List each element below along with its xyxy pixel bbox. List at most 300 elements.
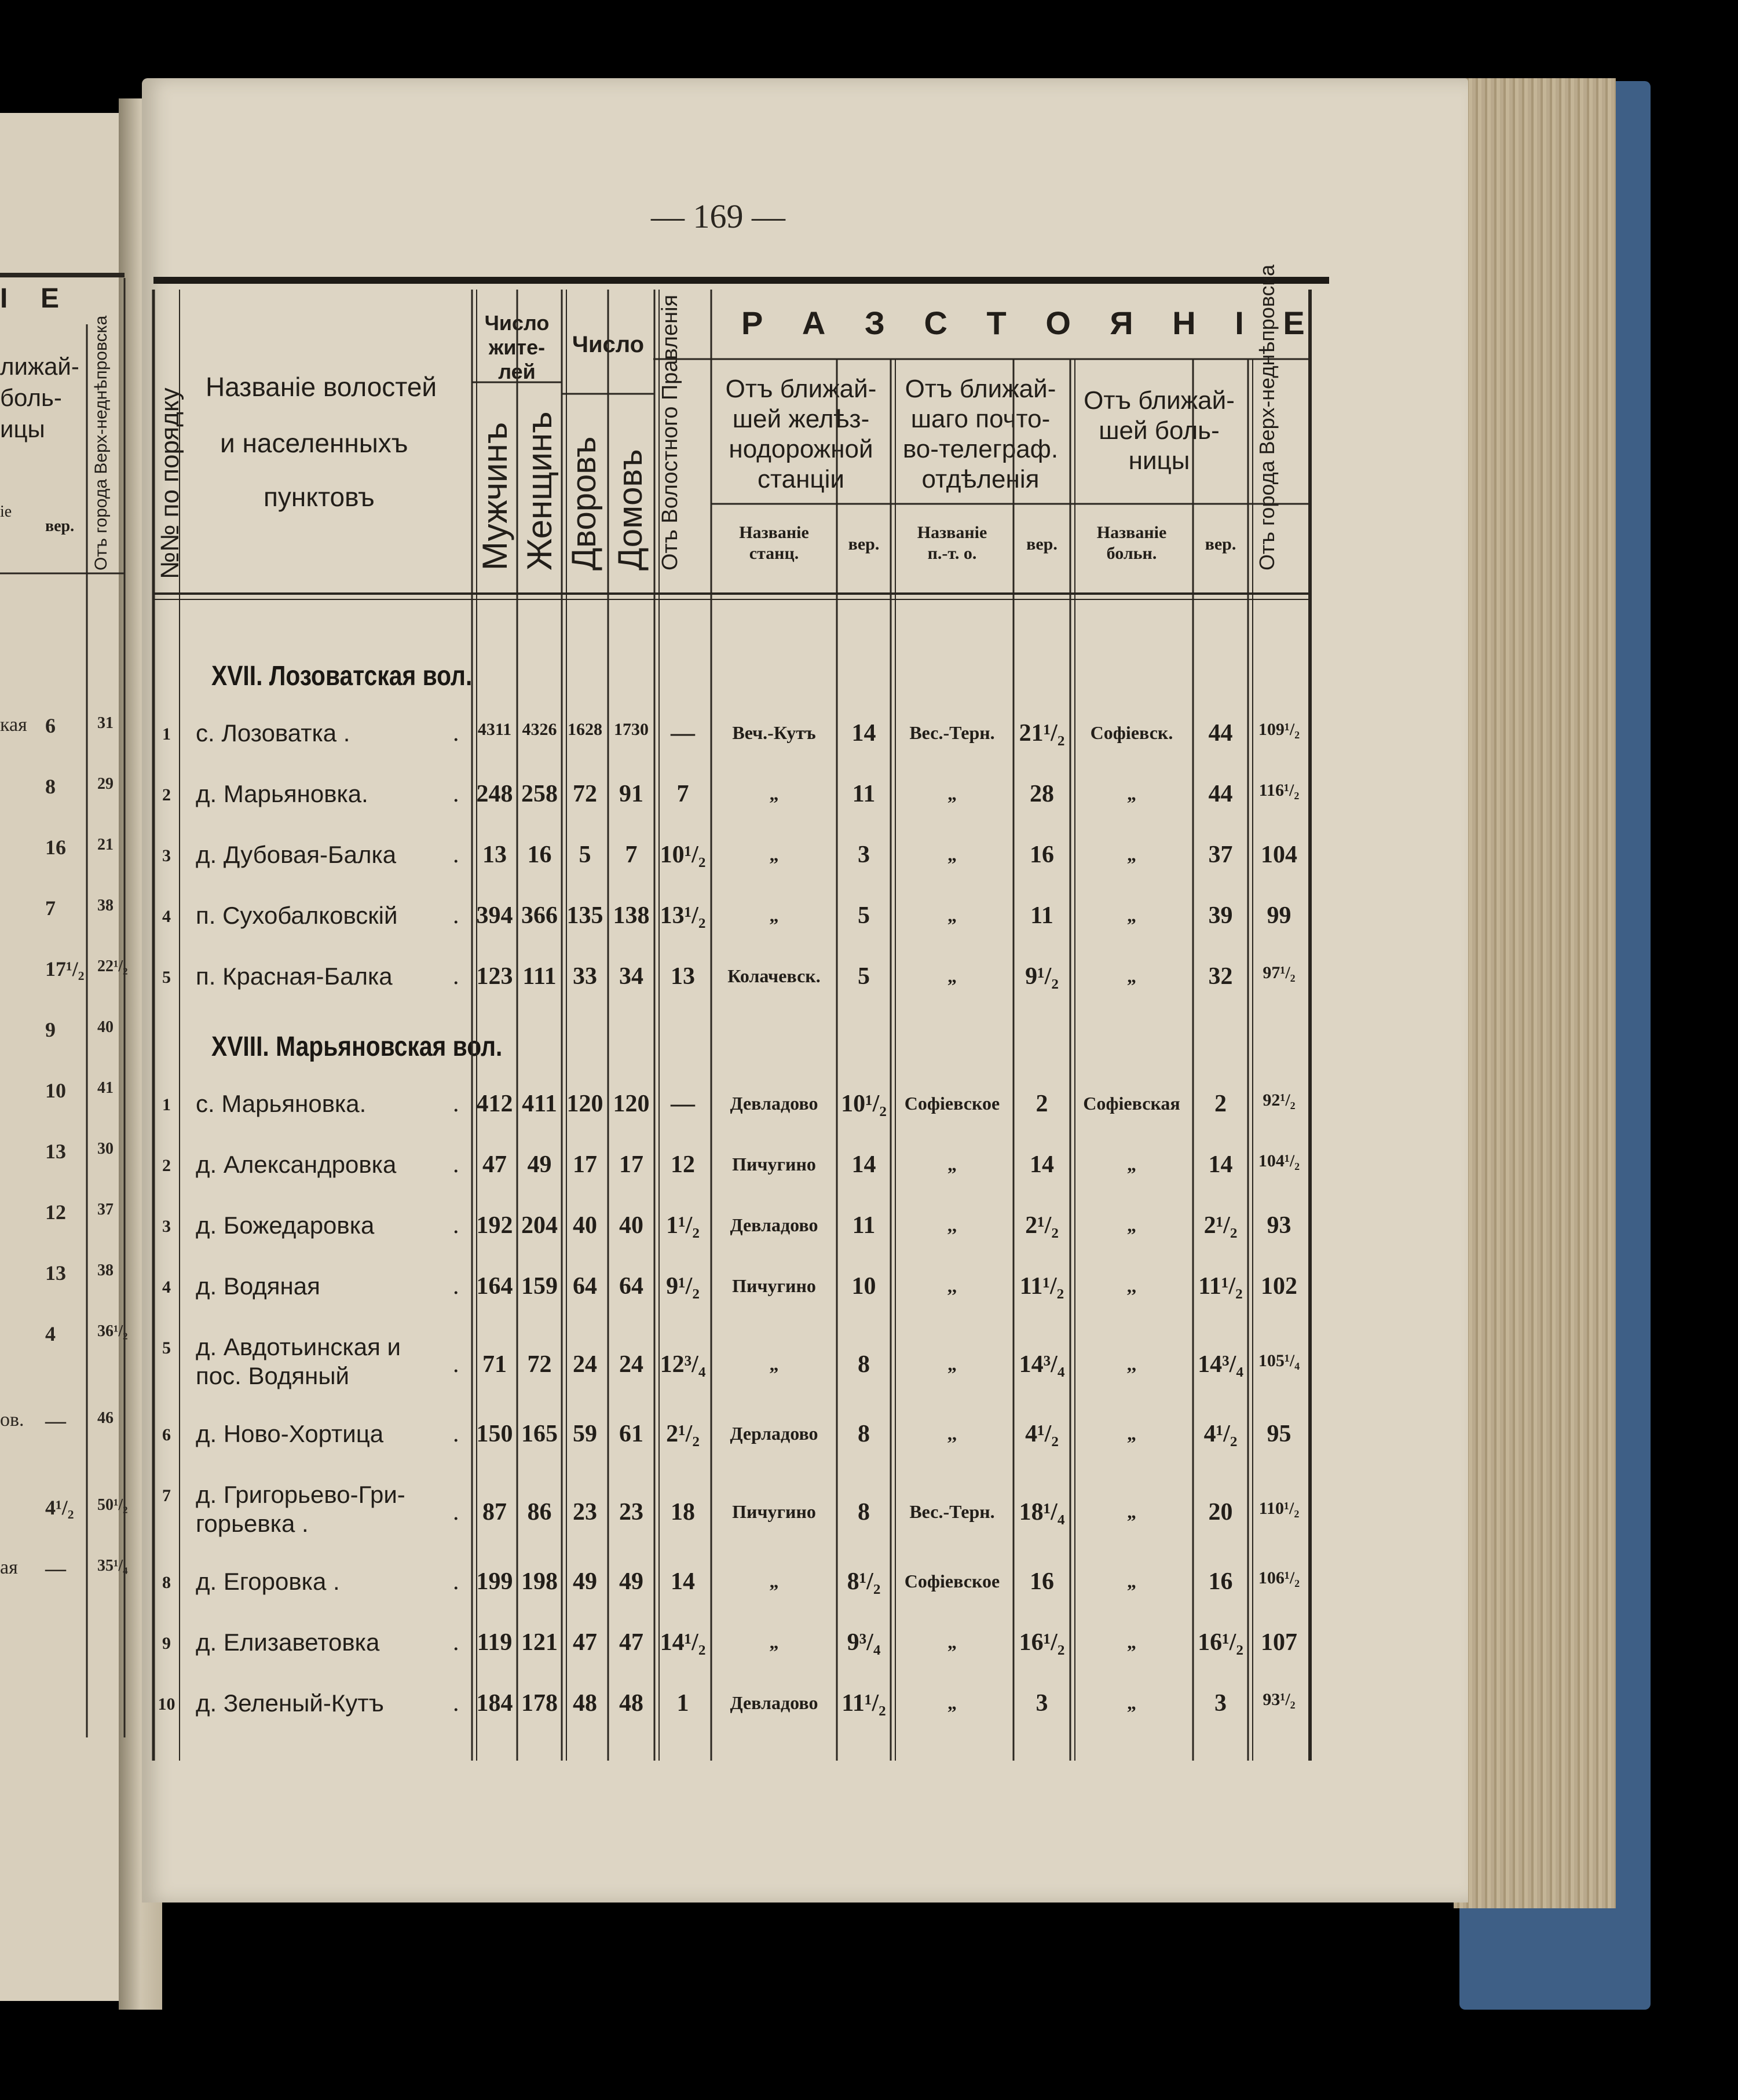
volost-distance: 7 xyxy=(676,781,689,807)
post-office-distance: 2 xyxy=(1036,1091,1048,1117)
post-office-name: „ xyxy=(947,1631,957,1652)
name-dot: . xyxy=(453,1212,459,1239)
city-distance: 106¹/₂ xyxy=(1258,1568,1300,1587)
post-office-name: ,, xyxy=(947,1423,957,1444)
city-distance: 97¹/₂ xyxy=(1263,963,1296,982)
women-count: 258 xyxy=(521,781,558,807)
name-dot: . xyxy=(453,1273,459,1300)
settlement-name: пос. Водяный xyxy=(196,1362,349,1389)
left-row-value: 30 xyxy=(97,1140,114,1158)
men-count: 13 xyxy=(482,842,507,868)
hospital-distance: 2 xyxy=(1214,1091,1227,1117)
men-count: 150 xyxy=(476,1421,513,1447)
name-dot: . xyxy=(453,781,459,807)
hospital-name: ,, xyxy=(1127,1353,1136,1374)
row-number: 10 xyxy=(158,1695,175,1714)
post-office-name: „ xyxy=(947,1154,957,1175)
left-row-value: 31 xyxy=(97,714,114,732)
volost-distance: 12³/₄ xyxy=(660,1351,706,1378)
post-header-0: Отъ ближай- xyxy=(905,375,1056,403)
post-office-name: ,, xyxy=(947,1214,957,1235)
women-count: 204 xyxy=(521,1212,558,1239)
men-count: 199 xyxy=(476,1568,513,1595)
city-distance: 102 xyxy=(1261,1273,1297,1300)
station-distance: 5 xyxy=(858,963,870,990)
city-distance: 109¹/₂ xyxy=(1258,720,1300,739)
station-name: „ xyxy=(769,844,779,865)
yards-count: 40 xyxy=(573,1212,597,1239)
settlement-name: д. Марьяновка. xyxy=(196,780,368,807)
settlement-name: д. Зеленый-Кутъ xyxy=(196,1689,384,1717)
name-dot: . xyxy=(453,1351,459,1378)
population-header: жите- xyxy=(488,335,546,359)
hospital-distance: 16 xyxy=(1208,1568,1233,1595)
hospital-name: „ xyxy=(1127,1692,1136,1713)
hospital-name: „ xyxy=(1127,844,1136,865)
left-row-name: кая xyxy=(0,714,27,736)
city-distance: 110¹/₂ xyxy=(1258,1499,1300,1518)
post-office-name: Софіевское xyxy=(904,1571,1000,1592)
row-number: 5 xyxy=(162,1338,171,1358)
rail-name-header: станц. xyxy=(749,544,799,563)
post-office-name: ,, xyxy=(947,1275,957,1296)
men-count: 4311 xyxy=(477,720,512,739)
left-row-value: 10 xyxy=(45,1079,66,1102)
name-dot: . xyxy=(453,1421,459,1447)
station-distance: 11 xyxy=(852,1212,876,1239)
volost-distance: 18 xyxy=(671,1499,695,1525)
city-distance: 104 xyxy=(1261,842,1297,868)
hosp-header-0: Отъ ближай- xyxy=(1084,386,1235,415)
station-name: Веч.-Кутъ xyxy=(732,722,816,743)
col-name-header-2: и населенныхъ xyxy=(220,428,408,458)
settlement-name: п. Красная-Балка xyxy=(196,963,393,990)
left-row-value: — xyxy=(45,1409,66,1432)
post-header-1: шаго почто- xyxy=(910,405,1051,433)
hospital-name: „ xyxy=(1127,1501,1136,1522)
post-office-name: Софіевское xyxy=(904,1093,1000,1114)
men-count: 119 xyxy=(477,1629,513,1656)
houses-count: 24 xyxy=(619,1351,643,1378)
left-row-name: ая xyxy=(0,1557,18,1578)
houses-count: 17 xyxy=(619,1151,643,1178)
men-count: 71 xyxy=(482,1351,507,1378)
left-row-value: 50¹/₂ xyxy=(97,1496,128,1514)
station-name: Пичугино xyxy=(732,1154,816,1175)
settlement-name: д. Ново-Хортица xyxy=(196,1420,384,1447)
women-count: 72 xyxy=(527,1351,552,1378)
women-count: 178 xyxy=(521,1690,558,1717)
volost-distance: 12 xyxy=(671,1151,695,1178)
station-name: „ xyxy=(769,1353,779,1374)
left-row-value: 4¹/₂ xyxy=(45,1496,74,1519)
post-office-name: „ xyxy=(947,1353,957,1374)
houses-count: 120 xyxy=(613,1091,650,1117)
city-distance: 105¹/₄ xyxy=(1258,1351,1300,1370)
yards-count: 47 xyxy=(573,1629,597,1656)
station-name: Девладово xyxy=(730,1214,818,1235)
left-row-value: 38 xyxy=(97,1261,114,1279)
name-dot: . xyxy=(453,1499,459,1525)
population-header: Число xyxy=(484,311,550,335)
left-row-value: 13 xyxy=(45,1261,66,1285)
hospital-distance: 32 xyxy=(1208,963,1233,990)
volost-distance: 14 xyxy=(671,1568,695,1595)
men-count: 164 xyxy=(476,1273,513,1300)
row-number: 1 xyxy=(162,725,171,744)
name-dot: . xyxy=(453,1151,459,1178)
post-office-distance: 28 xyxy=(1030,781,1054,807)
left-row-value: 40 xyxy=(97,1018,114,1036)
volost-distance: 9¹/₂ xyxy=(666,1273,700,1300)
men-count: 123 xyxy=(476,963,513,990)
station-distance: 3 xyxy=(858,842,870,868)
ver-header-post: вер. xyxy=(1026,535,1058,554)
yards-count: 135 xyxy=(566,902,603,929)
row-number: 6 xyxy=(162,1425,171,1444)
left-row-value: 41 xyxy=(97,1079,114,1097)
settlement-name: горьевка . xyxy=(196,1510,309,1537)
name-dot: . xyxy=(453,963,459,990)
row-number: 2 xyxy=(162,1156,171,1175)
left-row-value: 37 xyxy=(97,1201,114,1219)
from-city-header: Отъ города Верх-неднѣпровска xyxy=(1255,264,1279,570)
left-row-value: 17¹/₂ xyxy=(45,957,85,981)
left-row-value: 12 xyxy=(45,1201,66,1224)
station-distance: 8 xyxy=(858,1421,870,1447)
count-header: Число xyxy=(572,332,645,357)
post-office-name: „ xyxy=(947,844,957,865)
women-header: Женщинъ xyxy=(520,411,559,570)
city-distance: 104¹/₂ xyxy=(1258,1151,1300,1170)
hospital-name: Софіевская xyxy=(1083,1093,1180,1114)
city-distance: 95 xyxy=(1267,1421,1291,1447)
houses-header: Домовъ xyxy=(612,449,649,570)
post-office-distance: 16 xyxy=(1030,842,1054,868)
settlement-name: п. Сухобалковскій xyxy=(196,902,398,929)
post-office-name: Вес.-Терн. xyxy=(909,1501,995,1522)
hospital-distance: 37 xyxy=(1208,842,1233,868)
hospital-name: Софіевск. xyxy=(1090,722,1173,743)
post-office-distance: 11 xyxy=(1030,902,1053,929)
men-count: 47 xyxy=(482,1151,507,1178)
hospital-name: „ xyxy=(1127,1423,1136,1444)
hospital-distance: 4¹/₂ xyxy=(1203,1421,1238,1447)
col-name-header-1: Названіе волостей xyxy=(206,372,437,402)
settlement-name: д. Егоровка . xyxy=(196,1568,340,1595)
left-row-value: — xyxy=(45,1557,66,1580)
volost-distance: — xyxy=(671,1091,695,1117)
hospital-name: „ xyxy=(1127,965,1136,986)
houses-count: 34 xyxy=(619,963,643,990)
station-name: „ xyxy=(769,905,779,925)
page-edges xyxy=(1454,78,1616,1908)
rail-header-3: станціи xyxy=(758,465,844,493)
yards-count: 59 xyxy=(573,1421,597,1447)
hospital-distance: 3 xyxy=(1214,1690,1227,1717)
settlement-name: д. Александровка xyxy=(196,1151,397,1178)
name-dot: . xyxy=(453,902,459,929)
city-distance: 93 xyxy=(1267,1212,1291,1239)
hosp-header-1: шей боль- xyxy=(1099,416,1220,445)
volost-distance: 1¹/₂ xyxy=(666,1212,700,1239)
left-col-heading: боль- xyxy=(0,384,62,411)
houses-count: 61 xyxy=(619,1421,643,1447)
row-number: 9 xyxy=(162,1634,171,1653)
women-count: 159 xyxy=(521,1273,558,1300)
left-row-value: 9 xyxy=(45,1018,56,1041)
hospital-name: „ xyxy=(1127,1571,1136,1592)
station-name: „ xyxy=(769,1631,779,1652)
post-office-distance: 2¹/₂ xyxy=(1025,1212,1059,1239)
post-name-header: п.-т. о. xyxy=(927,544,977,563)
post-office-name: „ xyxy=(947,905,957,925)
station-name: Девладово xyxy=(730,1093,818,1114)
left-row-value: 36¹/₂ xyxy=(97,1322,128,1340)
post-office-distance: 21¹/₂ xyxy=(1019,720,1065,747)
row-number: 4 xyxy=(162,1278,171,1297)
rail-header-2: нодорожной xyxy=(729,435,873,463)
left-row-value: 38 xyxy=(97,897,114,914)
houses-count: 7 xyxy=(625,842,638,868)
post-office-distance: 14³/₄ xyxy=(1019,1351,1065,1378)
houses-count: 48 xyxy=(619,1690,643,1717)
settlement-name: д. Дубовая-Балка xyxy=(196,841,397,868)
left-ver-label: вер. xyxy=(45,517,75,535)
station-distance: 11¹/₂ xyxy=(841,1690,886,1717)
left-row-value: 8 xyxy=(45,775,56,798)
women-count: 86 xyxy=(527,1499,552,1525)
post-office-name: Вес.-Терн. xyxy=(909,722,995,743)
hospital-distance: 44 xyxy=(1208,781,1233,807)
houses-count: 138 xyxy=(613,902,650,929)
row-number: 5 xyxy=(162,968,171,987)
station-distance: 10¹/₂ xyxy=(841,1091,887,1117)
distance-header: Р А З С Т О Я Н І Е xyxy=(741,305,1320,341)
section-title: XVIII. Марьяновская вол. xyxy=(211,1031,503,1062)
yards-count: 24 xyxy=(573,1351,597,1378)
yards-count: 33 xyxy=(573,963,597,990)
volost-distance: 2¹/₂ xyxy=(666,1421,700,1447)
yards-count: 49 xyxy=(573,1568,597,1595)
houses-count: 49 xyxy=(619,1568,643,1595)
settlement-name: с. Лозоватка . xyxy=(196,719,350,747)
houses-count: 91 xyxy=(619,781,643,807)
station-name: „ xyxy=(769,1571,779,1592)
left-row-value: 4 xyxy=(45,1322,56,1345)
station-distance: 8 xyxy=(858,1351,870,1378)
volost-distance: 14¹/₂ xyxy=(660,1629,706,1656)
hospital-name: „ xyxy=(1127,1154,1136,1175)
women-count: 16 xyxy=(527,842,552,868)
hosp-name-header: Названіе xyxy=(1096,523,1167,542)
settlement-name: д. Божедаровка xyxy=(196,1212,375,1239)
station-distance: 8 xyxy=(858,1499,870,1525)
hospital-distance: 11¹/₂ xyxy=(1198,1273,1243,1300)
volost-distance: 10¹/₂ xyxy=(660,842,706,868)
from-volost-header: Отъ Волостного Правленія xyxy=(658,294,682,570)
houses-count: 47 xyxy=(619,1629,643,1656)
station-distance: 14 xyxy=(851,1151,876,1178)
station-distance: 8¹/₂ xyxy=(847,1568,881,1595)
name-dot: . xyxy=(453,842,459,868)
top-rule xyxy=(153,277,1329,284)
left-row-value: 21 xyxy=(97,836,114,854)
houses-count: 64 xyxy=(619,1273,643,1300)
post-header-2: во-телеграф. xyxy=(902,435,1059,463)
left-row-value: 16 xyxy=(45,836,66,859)
left-row-value: 6 xyxy=(45,714,56,737)
left-row-value: 46 xyxy=(97,1409,114,1427)
men-count: 192 xyxy=(476,1212,513,1239)
name-dot: . xyxy=(453,1091,459,1117)
post-header-3: отдѣленія xyxy=(921,465,1040,493)
volost-distance: 1 xyxy=(676,1690,689,1717)
settlement-name: д. Водяная xyxy=(196,1272,320,1300)
settlement-name: с. Марьяновка. xyxy=(196,1090,367,1117)
left-row-value: 13 xyxy=(45,1140,66,1163)
post-office-distance: 14 xyxy=(1030,1151,1054,1178)
yards-count: 48 xyxy=(573,1690,597,1717)
women-count: 411 xyxy=(522,1091,557,1117)
rail-header-1: шей желѣз- xyxy=(732,405,870,433)
hospital-distance: 14³/₄ xyxy=(1198,1351,1243,1378)
women-count: 111 xyxy=(522,963,557,990)
post-name-header: Названіе xyxy=(917,523,987,542)
population-header: лей xyxy=(498,360,536,383)
post-office-distance: 16¹/₂ xyxy=(1019,1629,1065,1656)
col-name-header-3: пунктовъ xyxy=(264,482,375,512)
houses-count: 23 xyxy=(619,1499,643,1525)
station-name: Пичугино xyxy=(732,1275,816,1296)
station-distance: 11 xyxy=(852,781,876,807)
left-row-name: ов. xyxy=(0,1409,24,1431)
row-number: 4 xyxy=(162,907,171,926)
men-count: 412 xyxy=(476,1091,513,1117)
yards-count: 72 xyxy=(573,781,597,807)
left-header-letter-i: I xyxy=(0,283,8,314)
yards-count: 1628 xyxy=(568,720,602,739)
hospital-name: ,, xyxy=(1127,1275,1136,1296)
station-name: Колачевск. xyxy=(727,965,821,986)
hospital-distance: 39 xyxy=(1208,902,1233,929)
post-office-distance: 11¹/₂ xyxy=(1019,1273,1064,1300)
post-office-distance: 3 xyxy=(1036,1690,1048,1717)
women-count: 49 xyxy=(527,1151,552,1178)
row-number: 3 xyxy=(162,1217,171,1236)
station-name: Дерладово xyxy=(730,1423,818,1444)
yards-count: 120 xyxy=(566,1091,603,1117)
row-number: 2 xyxy=(162,785,171,804)
settlement-name: д. Григорьево-Гри- xyxy=(196,1481,405,1508)
volost-distance: 13 xyxy=(671,963,695,990)
post-office-distance: 16 xyxy=(1030,1568,1054,1595)
post-office-name: „ xyxy=(947,965,957,986)
post-office-name: „ xyxy=(947,783,957,804)
col-no-header: №№ по порядку xyxy=(156,387,184,579)
name-dot: . xyxy=(453,1629,459,1656)
left-row-value: 35¹/₄ xyxy=(97,1557,128,1575)
volost-distance: — xyxy=(671,720,695,747)
station-name: Пичугино xyxy=(732,1501,816,1522)
post-office-distance: 4¹/₂ xyxy=(1025,1421,1059,1447)
station-distance: 14 xyxy=(851,720,876,747)
post-office-distance: 18¹/₄ xyxy=(1019,1499,1065,1525)
station-distance: 9³/₄ xyxy=(847,1629,881,1656)
left-col-heading: ицы xyxy=(0,415,45,442)
women-count: 366 xyxy=(521,902,558,929)
left-row-value: 7 xyxy=(45,897,56,920)
name-dot: . xyxy=(453,1568,459,1595)
page-number: — 169 — xyxy=(651,197,785,235)
station-name: Девладово xyxy=(730,1692,818,1713)
women-count: 198 xyxy=(521,1568,558,1595)
hospital-distance: 20 xyxy=(1208,1499,1233,1525)
post-office-distance: 9¹/₂ xyxy=(1025,963,1059,990)
station-name: „ xyxy=(769,783,779,804)
station-distance: 5 xyxy=(858,902,870,929)
yards-count: 5 xyxy=(579,842,591,868)
yards-count: 23 xyxy=(573,1499,597,1525)
left-from-city-header: Отъ города Верх-неднѣпровска xyxy=(92,315,111,570)
yards-count: 64 xyxy=(573,1273,597,1300)
hospital-name: „ xyxy=(1127,1214,1136,1235)
hosp-header-2: ницы xyxy=(1128,447,1190,475)
hosp-name-header: больн. xyxy=(1106,544,1157,563)
hospital-name: „ xyxy=(1127,905,1136,925)
settlement-name: д. Авдотьинская и xyxy=(196,1333,401,1360)
ver-header-rail: вер. xyxy=(848,535,880,554)
hospital-name: „ xyxy=(1127,783,1136,804)
city-distance: 92¹/₂ xyxy=(1263,1091,1296,1110)
left-row-value: 29 xyxy=(97,775,114,793)
row-number: 3 xyxy=(162,846,171,865)
left-header-letter: Е xyxy=(41,283,60,314)
station-distance: 10 xyxy=(851,1273,876,1300)
hospital-name: „ xyxy=(1127,1631,1136,1652)
left-row-value: 22¹/₂ xyxy=(97,957,128,975)
men-count: 394 xyxy=(476,902,513,929)
hospital-distance: 44 xyxy=(1208,720,1233,747)
section-title: XVII. Лозоватская вол. xyxy=(211,661,473,692)
ver-header-hosp: вер. xyxy=(1205,535,1236,554)
women-count: 4326 xyxy=(522,720,557,739)
men-header: Мужчинъ xyxy=(475,422,514,570)
men-count: 248 xyxy=(476,781,513,807)
houses-count: 40 xyxy=(619,1212,643,1239)
settlement-name: д. Елизаветовка xyxy=(196,1629,380,1656)
rail-header-0: Отъ ближай- xyxy=(725,375,877,403)
yards-count: 17 xyxy=(573,1151,597,1178)
row-number: 7 xyxy=(162,1486,171,1505)
men-count: 184 xyxy=(476,1690,513,1717)
left-col-heading: лижай- xyxy=(0,353,79,380)
row-number: 8 xyxy=(162,1573,171,1592)
women-count: 165 xyxy=(521,1421,558,1447)
row-number: 1 xyxy=(162,1095,171,1114)
men-count: 87 xyxy=(482,1499,507,1525)
women-count: 121 xyxy=(521,1629,558,1656)
rail-name-header: Названіе xyxy=(739,523,809,542)
name-dot: . xyxy=(453,1690,459,1717)
hospital-distance: 2¹/₂ xyxy=(1203,1212,1238,1239)
city-distance: 93¹/₂ xyxy=(1263,1690,1296,1709)
city-distance: 107 xyxy=(1261,1629,1297,1656)
volost-distance: 13¹/₂ xyxy=(660,902,706,929)
post-office-name: „ xyxy=(947,1692,957,1713)
houses-count: 1730 xyxy=(614,720,649,739)
left-sub-label: ie xyxy=(0,503,12,521)
